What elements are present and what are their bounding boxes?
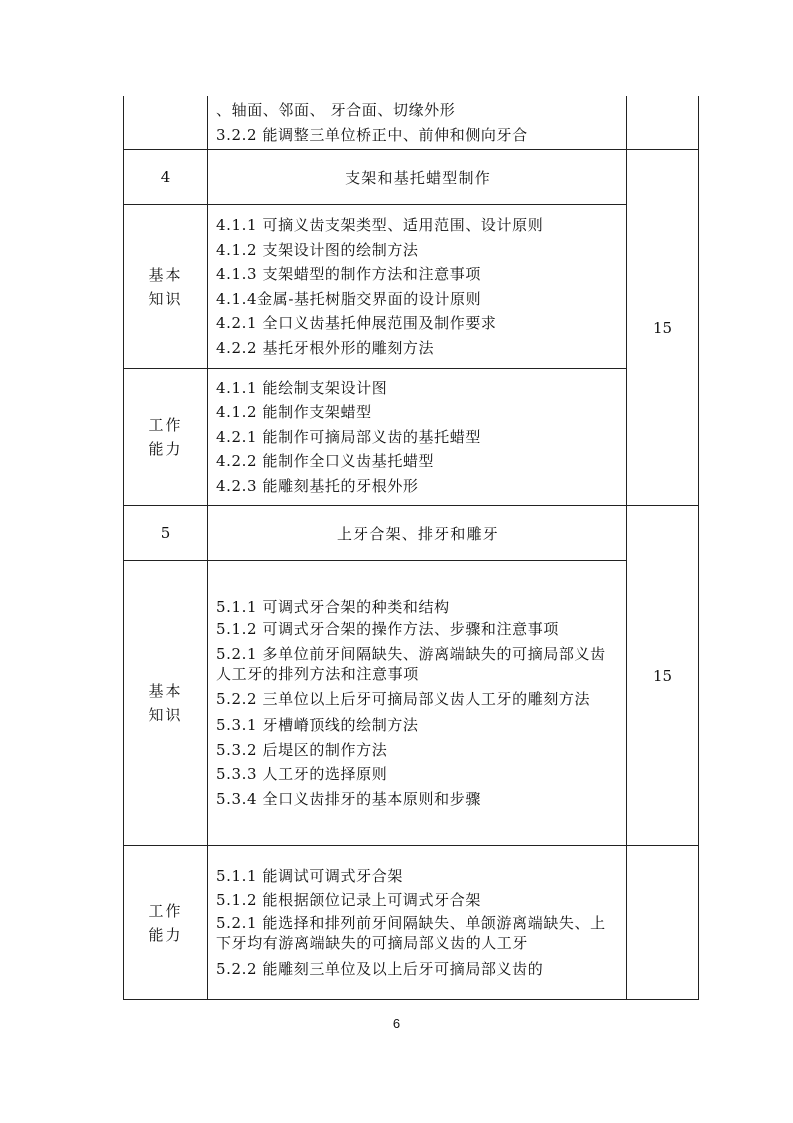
content-cell bbox=[208, 205, 627, 369]
content-cell bbox=[208, 369, 627, 506]
content-line: 5.1.2 可调式牙合架的操作方法、步骤和注意事项 bbox=[216, 620, 559, 639]
content-line: 5.1.1 能调试可调式牙合架 bbox=[216, 866, 403, 885]
hours-cell bbox=[627, 846, 699, 1000]
category-cell bbox=[124, 369, 208, 506]
category-cell bbox=[124, 561, 208, 846]
content-line: 5.1.1 可调式牙合架的种类和结构 bbox=[216, 597, 450, 616]
category-cell bbox=[124, 846, 208, 1000]
hours-cell bbox=[627, 96, 699, 150]
content-line: 4.1.2 支架设计图的绘制方法 bbox=[216, 240, 419, 259]
content-line: 4.2.1 全口义齿基托伸展范围及制作要求 bbox=[216, 314, 497, 332]
content-line: 4.1.2 能制作支架蜡型 bbox=[216, 403, 372, 422]
section-number: 4 bbox=[124, 150, 208, 205]
table-row bbox=[124, 205, 699, 369]
content-line: 3.2.2 能调整三单位桥正中、前伸和侧向牙合 bbox=[216, 125, 528, 144]
content-line: 4.1.4金属-基托树脂交界面的设计原则 bbox=[216, 289, 482, 308]
content-line: 5.3.1 牙槽嵴顶线的绘制方法 bbox=[216, 716, 419, 735]
category-cell bbox=[124, 205, 208, 369]
content-cell bbox=[208, 561, 627, 846]
content-line: 5.2.2 三单位以上后牙可摘局部义齿人工牙的雕刻方法 bbox=[216, 689, 591, 708]
section-title: 支架和基托蜡型制作 bbox=[208, 150, 627, 205]
ability-label: 工作能力 bbox=[148, 416, 183, 458]
table-row bbox=[124, 846, 699, 1000]
content-line: 4.1.1 可摘义齿支架类型、适用范围、设计原则 bbox=[216, 216, 544, 234]
table-row bbox=[124, 561, 699, 846]
section-header-row bbox=[124, 506, 699, 561]
content-line: 4.2.2 基托牙根外形的雕刻方法 bbox=[216, 338, 435, 357]
section-title: 上牙合架、排牙和雕牙 bbox=[208, 506, 627, 561]
knowledge-label: 基本知识 bbox=[148, 682, 183, 724]
category-cell bbox=[124, 96, 208, 150]
content-cell bbox=[208, 846, 627, 1000]
section-hours: 15 bbox=[627, 506, 699, 846]
table-row bbox=[124, 96, 699, 150]
content-line: 5.1.2 能根据颌位记录上可调式牙合架 bbox=[216, 891, 481, 910]
content-line: 5.3.3 人工牙的选择原则 bbox=[216, 765, 388, 784]
content-line: 、轴面、邻面、 牙合面、切缘外形 bbox=[216, 101, 456, 119]
content-line: 5.2.2 能雕刻三单位及以上后牙可摘局部义齿的 bbox=[216, 959, 544, 978]
content-cell bbox=[208, 96, 627, 150]
content-line: 4.1.1 能绘制支架设计图 bbox=[216, 378, 388, 397]
content-line: 5.3.2 后堤区的制作方法 bbox=[216, 740, 388, 759]
content-line: 5.3.4 全口义齿排牙的基本原则和步骤 bbox=[216, 789, 481, 808]
content-line: 5.2.1 能选择和排列前牙间隔缺失、单颌游离端缺失、上下牙均有游离端缺失的可摘局部义齿的人工牙 bbox=[216, 913, 606, 952]
page-number: 6 bbox=[392, 1016, 401, 1031]
content-line: 4.1.3 支架蜡型的制作方法和注意事项 bbox=[216, 265, 481, 283]
table-row bbox=[124, 369, 699, 506]
section-hours: 15 bbox=[627, 150, 699, 506]
knowledge-label: 基本知识 bbox=[148, 265, 183, 308]
ability-label: 工作能力 bbox=[148, 901, 183, 944]
section-header-row bbox=[124, 150, 699, 205]
section-number: 5 bbox=[124, 506, 208, 561]
content-line: 5.2.1 多单位前牙间隔缺失、游离端缺失的可摘局部义齿人工牙的排列方法和注意事项 bbox=[216, 644, 606, 684]
content-line: 4.2.1 能制作可摘局部义齿的基托蜡型 bbox=[216, 427, 481, 446]
training-syllabus-table bbox=[123, 96, 699, 1000]
content-line: 4.2.2 能制作全口义齿基托蜡型 bbox=[216, 452, 435, 471]
content-line: 4.2.3 能雕刻基托的牙根外形 bbox=[216, 476, 419, 495]
